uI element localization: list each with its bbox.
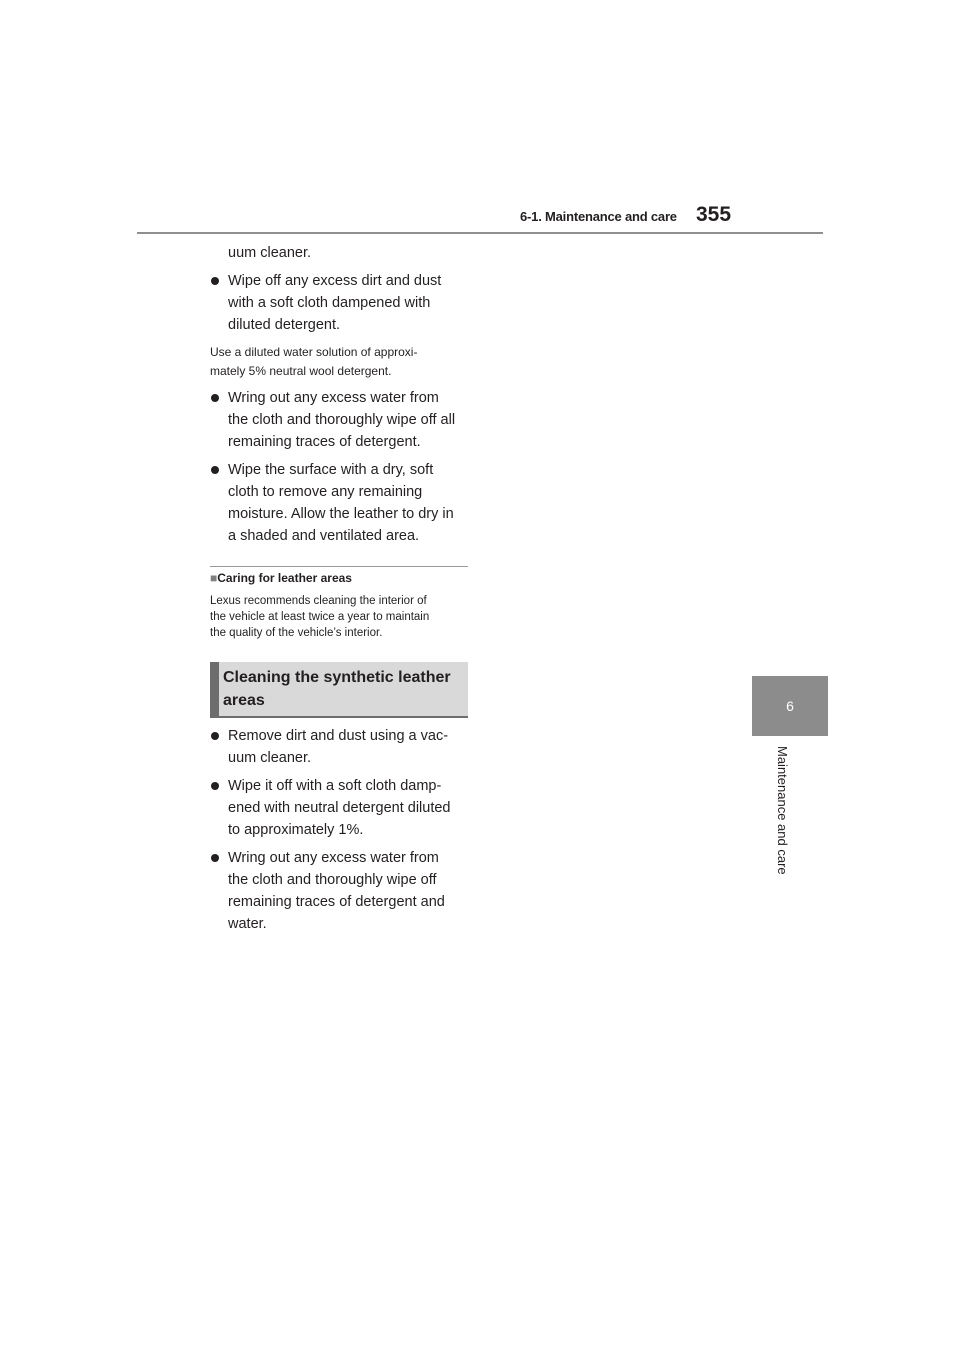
bullet-icon	[211, 732, 219, 740]
bullet-line: ened with neutral detergent diluted	[228, 800, 451, 816]
bullet-line: moisture. Allow the leather to dry in	[228, 506, 454, 522]
header-rule	[137, 232, 823, 234]
bullet-line: Wring out any excess water from	[228, 850, 439, 866]
bullet-line: the cloth and thoroughly wipe off	[228, 872, 437, 888]
bullet-line: the cloth and thoroughly wipe off all	[228, 412, 456, 428]
bullet-item	[211, 459, 471, 547]
bullet-line: to approximately 1%.	[228, 822, 364, 838]
caring-line: the quality of the vehicle’s interior.	[210, 627, 383, 639]
bullet-line: with a soft cloth dampened with	[228, 295, 431, 311]
bullet-icon	[211, 277, 219, 285]
caring-line: Lexus recommends cleaning the interior of	[210, 595, 427, 607]
section-divider	[210, 566, 468, 567]
page-number: 355	[696, 203, 732, 226]
section-title-line: Cleaning the synthetic leather	[223, 669, 451, 686]
bullet-line: water.	[228, 916, 267, 932]
bullet-line: Wipe it off with a soft cloth damp-	[228, 778, 442, 794]
caring-line: the vehicle at least twice a year to maintain	[210, 611, 430, 623]
subsection-heading-text: Caring for leather areas	[217, 571, 352, 585]
bullet-icon	[211, 782, 219, 790]
subsection-heading	[210, 571, 352, 585]
bullet-line: diluted detergent.	[228, 317, 341, 333]
section-heading-title	[223, 666, 463, 712]
note-line: Use a diluted water solution of approxi-	[210, 345, 418, 359]
continued-text: uum cleaner.	[228, 245, 312, 261]
bullet-line: Wipe off any excess dirt and dust	[228, 273, 442, 289]
bullet-line: cloth to remove any remaining	[228, 484, 423, 500]
chapter-number: 6	[786, 698, 794, 714]
square-marker-icon: ■	[210, 571, 218, 585]
bullet-item	[211, 270, 471, 336]
running-header-section: 6-1. Maintenance and care	[520, 209, 677, 224]
section-heading-box	[210, 662, 468, 718]
section-title-line: areas	[223, 692, 265, 709]
bullet-line: remaining traces of detergent and	[228, 894, 445, 910]
bullet-item	[211, 847, 471, 935]
bullet-item	[211, 387, 471, 453]
bullet-line: a shaded and ventilated area.	[228, 528, 420, 544]
bullet-line: Remove dirt and dust using a vac-	[228, 728, 449, 744]
bullet-line: Wipe the surface with a dry, soft	[228, 462, 434, 478]
bullet-icon	[211, 466, 219, 474]
bullet-line: remaining traces of detergent.	[228, 434, 421, 450]
bullet-line: uum cleaner.	[228, 750, 312, 766]
chapter-tab	[752, 676, 828, 736]
bullet-icon	[211, 394, 219, 402]
bullet-item	[211, 775, 471, 841]
bullet-icon	[211, 854, 219, 862]
note-line: mately 5% neutral wool detergent.	[210, 364, 392, 378]
bullet-line: Wring out any excess water from	[228, 390, 439, 406]
bullet-item	[211, 725, 471, 769]
section-heading-bar	[210, 662, 219, 716]
chapter-title-vertical: Maintenance and care	[775, 746, 790, 875]
